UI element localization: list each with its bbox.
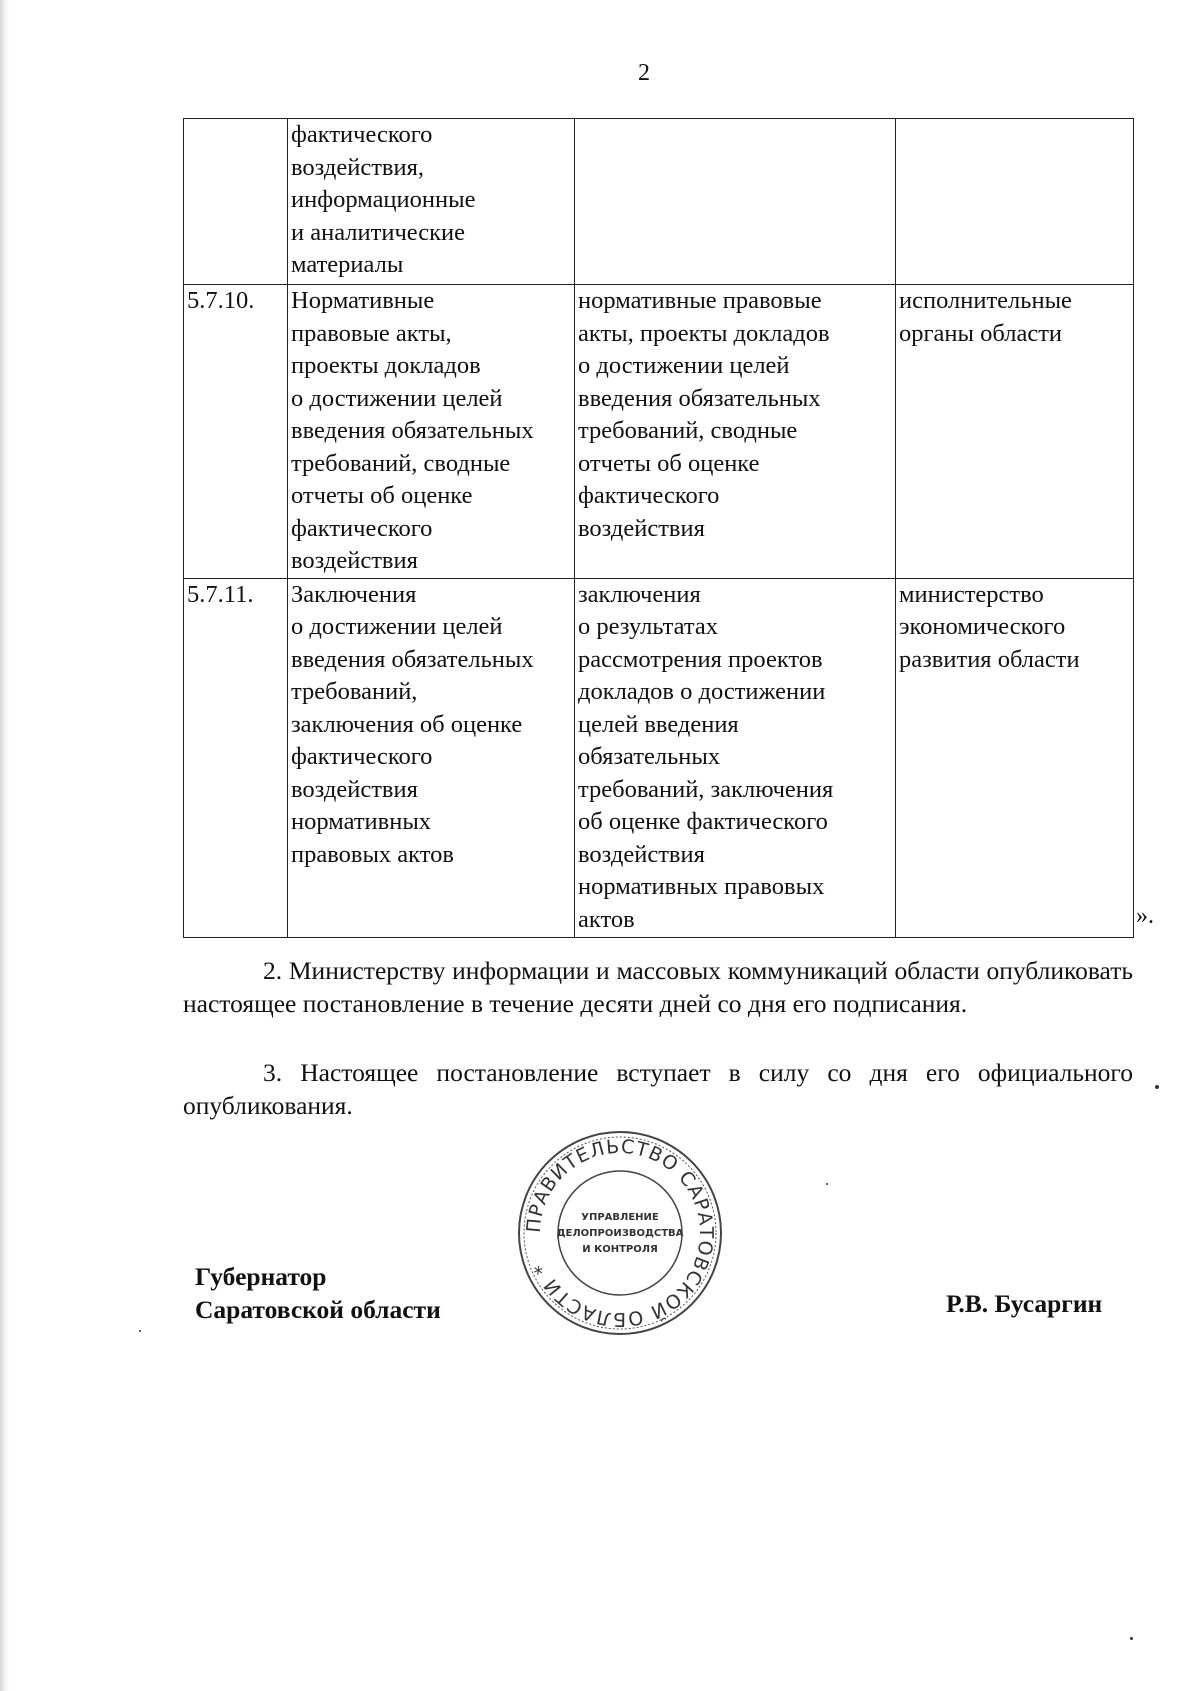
- document-table: [183, 118, 1134, 938]
- table-row: [184, 578, 1134, 937]
- document-cell: фактического воздействия, информационные и аналитические материалы: [288, 119, 575, 285]
- scan-speck: [1130, 1637, 1133, 1640]
- responsible-cell: [896, 119, 1134, 285]
- seal-inner-line: УПРАВЛЕНИЕ: [581, 1212, 659, 1223]
- responsible-cell: министерство экономического развития области: [896, 578, 1134, 937]
- responsible-cell: исполнительные органы области: [896, 285, 1134, 579]
- result-cell: нормативные правовые акты, проекты докладов о достижении целей введения обязательных требований, сводные отчеты об оценке фактического воздействия: [575, 285, 896, 579]
- seal-ring-text: ПРАВИТЕЛЬСТВО САРАТОВСКОЙ ОБЛАСТИ *: [522, 1135, 718, 1331]
- seal-inner-line: ДЕЛОПРОИЗВОДСТВА: [556, 1228, 684, 1239]
- result-cell: заключения о результатах рассмотрения проектов докладов о достижении целей введения обязательных требований, заключения об оценке фактического воздействия нормативных правовых актов: [575, 578, 896, 937]
- scan-speck: [1155, 1085, 1159, 1089]
- seal-inner-line: И КОНТРОЛЯ: [582, 1244, 658, 1255]
- table-row: [184, 119, 1134, 285]
- scan-speck: [139, 1330, 141, 1332]
- row-number: 5.7.11.: [184, 578, 288, 937]
- signatory-position: Губернатор Саратовской области: [195, 1262, 441, 1324]
- row-number: [184, 119, 288, 285]
- result-cell: [575, 119, 896, 285]
- page-number: 2: [638, 60, 650, 86]
- official-seal: [515, 1128, 725, 1338]
- paragraph-publication: 2. Министерству информации и массовых коммуникаций области опубликовать настоящее постановление в течение десяти дней со дня его подписания.: [183, 956, 1133, 1018]
- seal-stamp-icon: [515, 1128, 725, 1338]
- paragraph-effective-date: 3. Настоящее постановление вступает в силу со дня его официального опубликования.: [183, 1058, 1133, 1120]
- row-number: 5.7.10.: [184, 285, 288, 579]
- signatory-name: Р.В. Бусаргин: [946, 1289, 1103, 1318]
- table-row: [184, 285, 1134, 579]
- document-cell: Заключения о достижении целей введения обязательных требований, заключения об оценке фактического воздействия нормативных правовых актов: [288, 578, 575, 937]
- closing-quote: ».: [1136, 903, 1154, 929]
- document-cell: Нормативные правовые акты, проекты докладов о достижении целей введения обязательных требований, сводные отчеты об оценке фактического воздействия: [288, 285, 575, 579]
- scan-edge: [0, 0, 9, 1691]
- scan-speck: [826, 1183, 828, 1185]
